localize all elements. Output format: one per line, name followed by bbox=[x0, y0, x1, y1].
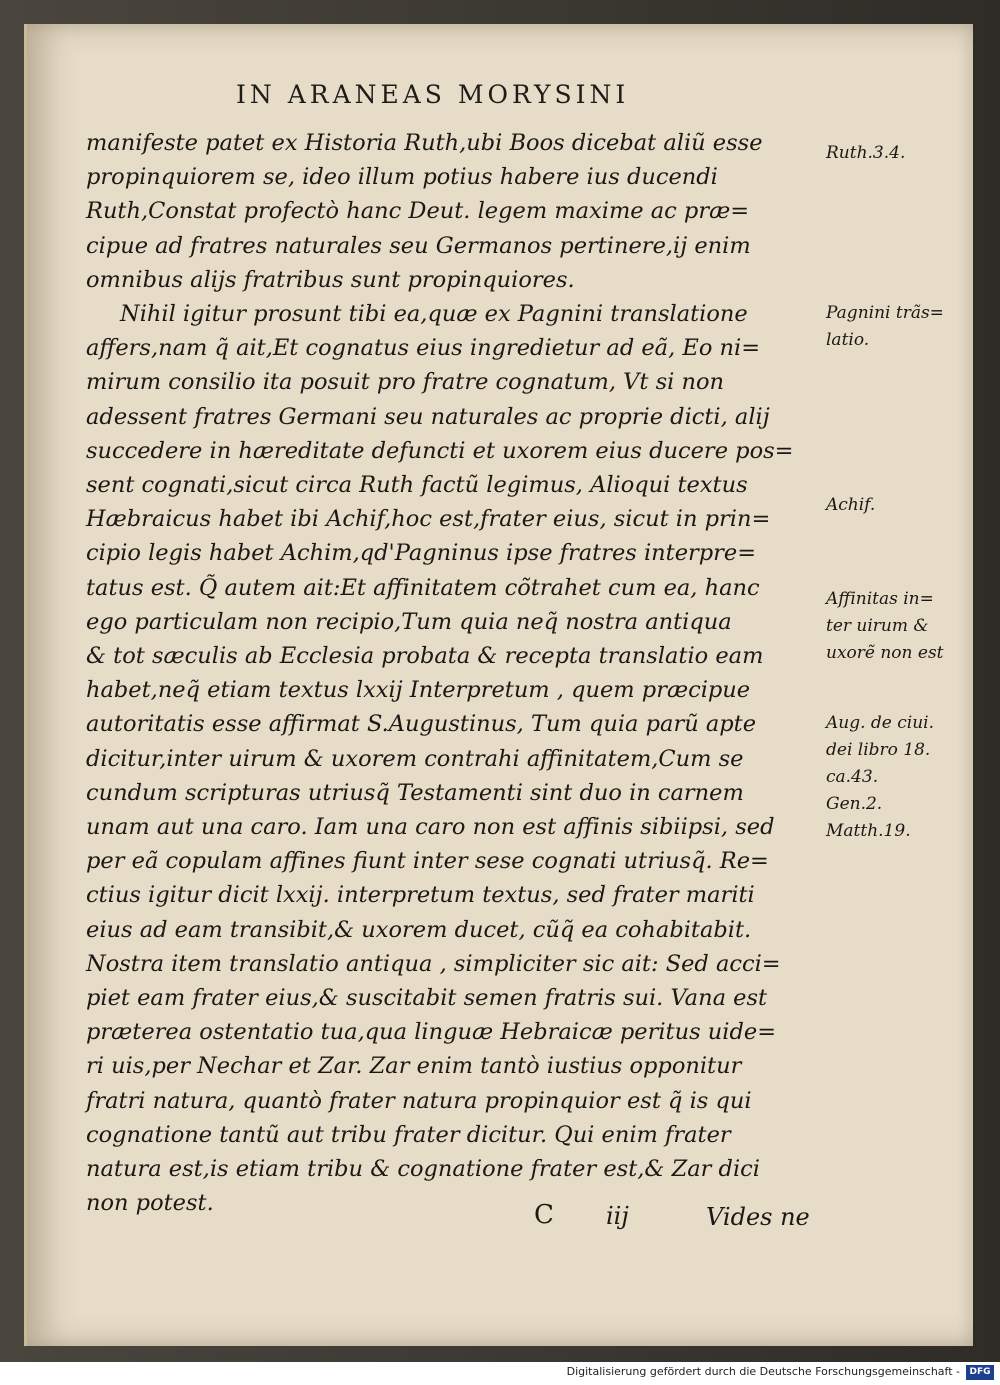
text-line: cundum scripturas utriusq̃ Testamenti sint duo in carnem bbox=[86, 779, 744, 806]
dfg-logo-icon[interactable]: DFG bbox=[966, 1365, 994, 1380]
footer-bar bbox=[0, 1362, 1000, 1385]
text-line: præterea ostentatio tua,qua linguæ Hebraicæ peritus uide= bbox=[86, 1019, 777, 1046]
text-line: adessent fratres Germani seu naturales ac proprie dicti, alij bbox=[86, 403, 770, 430]
text-line: tatus est. Q̃ autem ait:Et affinitatem cõtrahet cum ea, hanc bbox=[86, 574, 760, 601]
text-line: Hæbraicus habet ibi Achif,hoc est,frater eius, sicut in prin= bbox=[86, 506, 771, 533]
text-line: succedere in hæreditate defuncti et uxorem eius ducere pos= bbox=[86, 437, 794, 464]
text-line: cognatione tantũ aut tribu frater dicitur. Qui enim frater bbox=[86, 1121, 731, 1148]
signature-mark: C bbox=[534, 1200, 554, 1230]
text-line: Nostra item translatio antiqua , simpliciter sic ait: Sed acci= bbox=[86, 950, 781, 977]
text-line: non potest. bbox=[86, 1190, 214, 1217]
text-line: cipio legis habet Achim,qd'Pagninus ipse fratres interpre= bbox=[86, 540, 757, 567]
text-line: autoritatis esse affirmat S.Augustinus, Tum quia parũ apte bbox=[86, 711, 757, 738]
margin-note-line: Aug. de ciui. bbox=[826, 713, 935, 733]
margin-note-augustinus bbox=[826, 710, 934, 845]
margin-note-line: latio. bbox=[826, 330, 870, 350]
text-line: fratri natura, quantò frater natura propinquior est q̃ is qui bbox=[86, 1087, 752, 1114]
margin-note-line: Achif. bbox=[826, 495, 876, 515]
margin-note-line: Ruth.3.4. bbox=[826, 143, 906, 163]
text-line: mirum consilio ita posuit pro fratre cognatum, Vt si non bbox=[86, 369, 725, 396]
margin-note-affinitas bbox=[826, 586, 944, 667]
text-line: affers,nam q̃ ait,Et cognatus eius ingredietur ad eã, Eo ni= bbox=[86, 335, 761, 362]
text-line: manifeste patet ex Historia Ruth,ubi Boos dicebat aliũ esse bbox=[86, 130, 763, 156]
margin-note-line: uxorẽ non est bbox=[826, 643, 944, 663]
text-line: Ruth,Constat profectò hanc Deut. legem maxime ac præ= bbox=[86, 198, 750, 225]
text-line: ctius igitur dicit lxxij. interpretum textus, sed frater mariti bbox=[86, 882, 755, 909]
text-line: natura est,is etiam tribu & cognatione frater est,& Zar dici bbox=[86, 1156, 760, 1183]
text-line: sent cognati,sicut circa Ruth factũ legimus, Alioqui textus bbox=[86, 472, 748, 499]
text-line: eius ad eam transibit,& uxorem ducet, cũq̃ ea cohabitabit. bbox=[86, 916, 752, 943]
margin-note-achif bbox=[826, 492, 875, 519]
text-line: ego particulam non recipio,Tum quia neq̃ nostra antiqua bbox=[86, 608, 732, 635]
text-line: propinquiorem se, ideo illum potius habere ius ducendi bbox=[86, 164, 718, 191]
text-line: piet eam frater eius,& suscitabit semen fratris sui. Vana est bbox=[86, 985, 768, 1012]
running-header: IN ARANEAS MORYSINI bbox=[236, 80, 630, 109]
text-line: habet,neq̃ etiam textus lxxij Interpretum , quem præcipue bbox=[86, 677, 751, 704]
margin-note-line: ter uirum & bbox=[826, 616, 929, 636]
body-text bbox=[86, 126, 826, 1221]
margin-note-line: Matth.19. bbox=[826, 821, 911, 841]
margin-note-line: Gen.2. bbox=[826, 794, 883, 814]
margin-note-line: Affinitas in= bbox=[826, 589, 934, 609]
footer-credit: Digitalisierung gefördert durch die Deutsche Forschungsgemeinschaft - bbox=[566, 1365, 960, 1378]
catchword: Vides ne bbox=[706, 1203, 810, 1231]
text-line: ri uis,per Nechar et Zar. Zar enim tantò iustius opponitur bbox=[86, 1053, 742, 1080]
margin-note-line: dei libro 18. bbox=[826, 740, 931, 760]
signature-number: iij bbox=[606, 1202, 629, 1230]
margin-note-pagnini bbox=[826, 300, 944, 354]
text-line: omnibus alijs fratribus sunt propinquiores. bbox=[86, 266, 575, 293]
margin-note-line: ca.43. bbox=[826, 767, 879, 787]
margin-note-line: Pagnini trãs= bbox=[826, 303, 944, 323]
text-line: Nihil igitur prosunt tibi ea,quæ ex Pagnini translatione bbox=[120, 301, 748, 328]
text-line: unam aut una caro. Iam una caro non est affinis sibiipsi, sed bbox=[86, 814, 775, 841]
text-line: per eã copulam affines fiunt inter sese cognati utriusq̃. Re= bbox=[86, 848, 769, 875]
margin-note-ruth bbox=[826, 140, 905, 167]
text-line: dicitur,inter uirum & uxorem contrahi affinitatem,Cum se bbox=[86, 745, 744, 772]
text-line: cipue ad fratres naturales seu Germanos pertinere,ij enim bbox=[86, 232, 751, 259]
text-line: & tot sæculis ab Ecclesia probata & recepta translatio eam bbox=[86, 643, 764, 670]
